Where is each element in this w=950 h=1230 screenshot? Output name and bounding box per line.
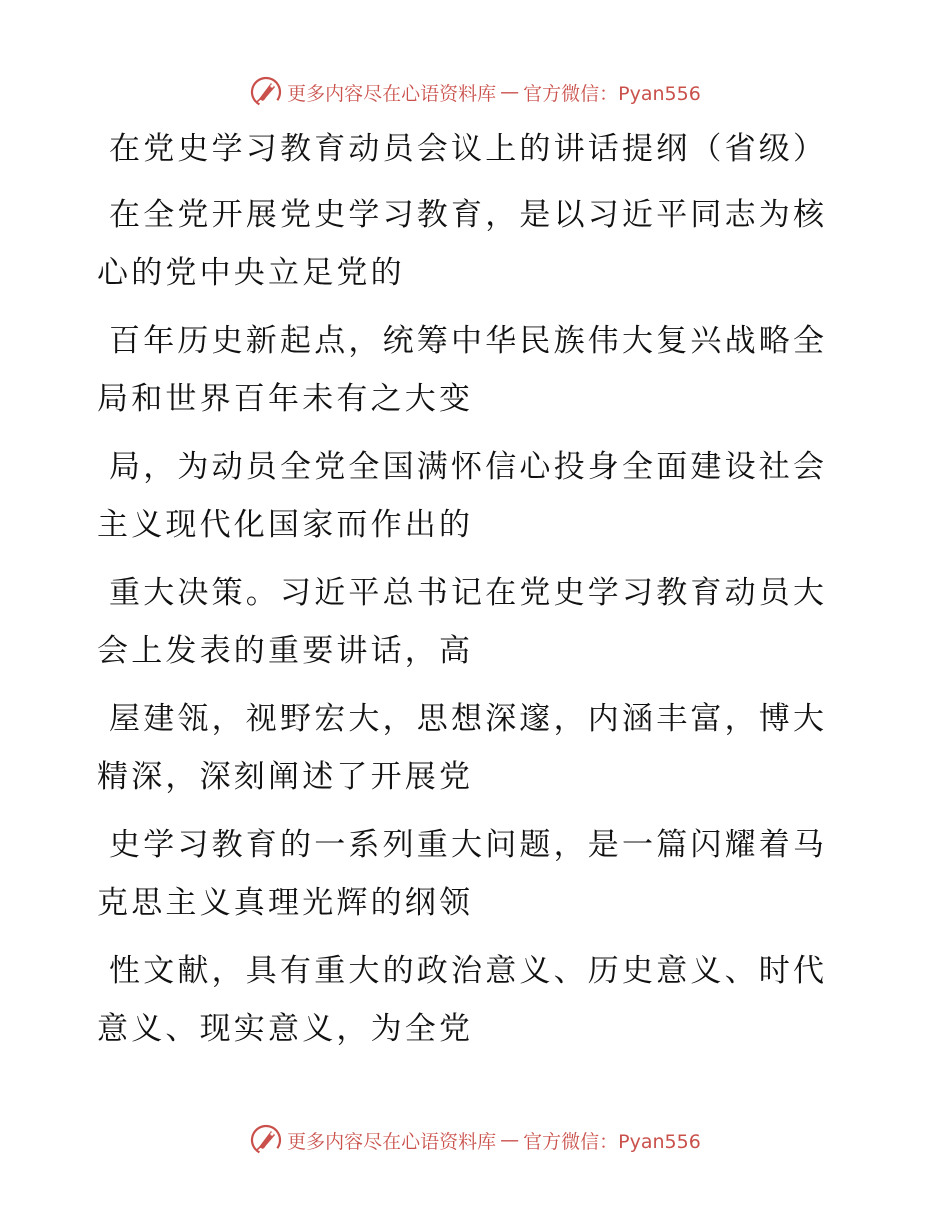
paragraph bbox=[97, 438, 837, 554]
document-title: 在党史学习教育动员会议上的讲话提纲（省级） bbox=[109, 131, 828, 167]
banner-title: 更多内容尽在心语资料库 bbox=[287, 82, 497, 105]
paragraph-line: 重大决策。习近平总书记在党史学习教育动员大 bbox=[109, 575, 828, 611]
paragraph-line: 精深，深刻阐述了开展党 bbox=[97, 759, 474, 795]
paragraph bbox=[97, 186, 837, 302]
paragraph-line: 主义现代化国家而作出的 bbox=[97, 507, 474, 543]
paragraph bbox=[97, 312, 837, 428]
paragraph-line: 心的党中央立足党的 bbox=[97, 255, 405, 291]
footer-banner bbox=[0, 1120, 950, 1160]
pen-nib-logo-icon bbox=[249, 75, 283, 109]
footer-banner-content bbox=[249, 1123, 701, 1157]
paragraph-line: 百年历史新起点，统筹中华民族伟大复兴战略全 bbox=[109, 323, 828, 359]
paragraph bbox=[97, 942, 837, 1058]
paragraph-line: 史学习教育的一系列重大问题，是一篇闪耀着马 bbox=[109, 827, 828, 863]
paragraph bbox=[97, 816, 837, 932]
paragraph bbox=[97, 690, 837, 806]
banner-title: 更多内容尽在心语资料库 bbox=[287, 1130, 497, 1153]
paragraph bbox=[97, 564, 837, 680]
banner-separator: — bbox=[500, 81, 520, 103]
paragraph-line: 局和世界百年未有之大变 bbox=[97, 381, 474, 417]
paragraph-line: 性文献，具有重大的政治意义、历史意义、时代 bbox=[109, 953, 828, 989]
paragraph-line: 会上发表的重要讲话，高 bbox=[97, 633, 474, 669]
document-body bbox=[97, 120, 837, 1068]
banner-wechat: 官方微信：Pyan556 bbox=[523, 82, 701, 105]
paragraph-line: 意义、现实意义，为全党 bbox=[97, 1011, 474, 1047]
header-banner-content bbox=[249, 75, 701, 109]
paragraph-line: 克思主义真理光辉的纲领 bbox=[97, 885, 474, 921]
header-banner bbox=[0, 72, 950, 112]
banner-wechat: 官方微信：Pyan556 bbox=[523, 1130, 701, 1153]
paragraph-line: 在全党开展党史学习教育，是以习近平同志为核 bbox=[109, 197, 828, 233]
pen-nib-logo-icon bbox=[249, 1123, 283, 1157]
paragraph-line: 屋建瓴，视野宏大，思想深邃，内涵丰富，博大 bbox=[109, 701, 828, 737]
paragraph-line: 局，为动员全党全国满怀信心投身全面建设社会 bbox=[109, 449, 828, 485]
banner-separator: — bbox=[500, 1129, 520, 1151]
